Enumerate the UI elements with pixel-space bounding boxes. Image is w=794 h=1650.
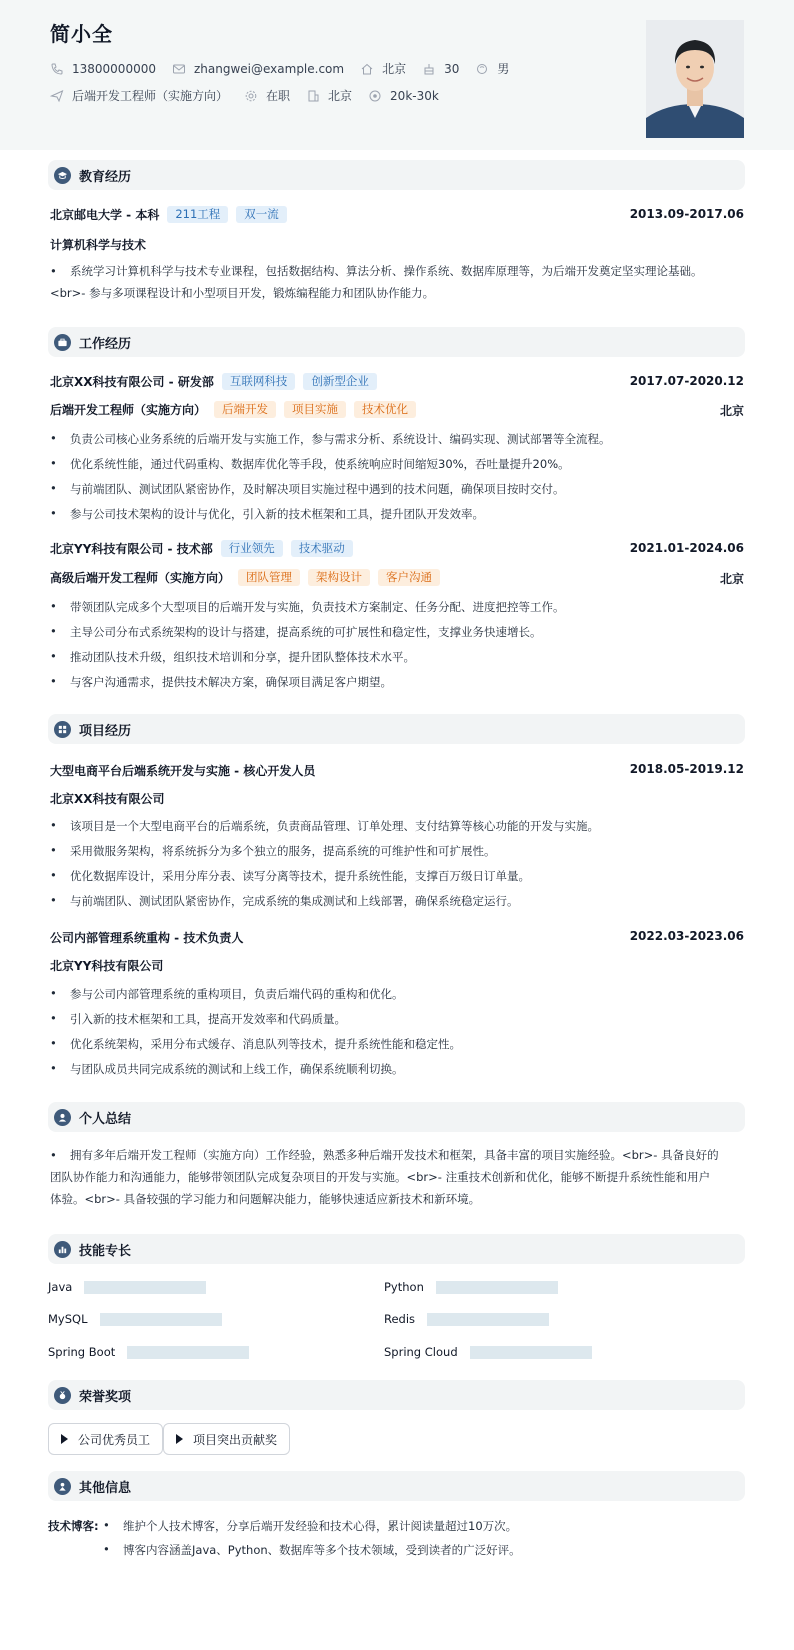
skill-bar (470, 1346, 592, 1359)
user-icon (54, 1109, 71, 1126)
section-title: 个人总结 (79, 1111, 132, 1127)
company-tag: 创新型企业 (303, 373, 377, 390)
skill-name: MySQL (48, 1312, 88, 1326)
list-item: • 引入新的技术框架和工具，提高开发效率和代码质量。 (50, 1011, 346, 1026)
summary-text: • 拥有多年后端开发工程师（实施方向）工作经验，熟悉多种后端开发技术和框架，具备丰富的项目实施经验。<br>- 具备良好的 团队协作能力和沟通能力，能够带领团队完成复杂项目的开发与实施。<br>- 注重技术创新和优化，能够不断提升系统性能和用户 体验。<br>- 具备较强的学习能力和问题解决能力，能够快速适应新技术和新环境。 (50, 1144, 745, 1210)
project-name: 大型电商平台后端系统开发与实施 - 核心开发人员 (50, 764, 316, 778)
skill-fill (100, 1313, 222, 1326)
company-row (50, 540, 353, 557)
contact-row (50, 60, 525, 77)
skill-fill (84, 1281, 206, 1294)
email-text: zhangwei@example.com (193, 61, 345, 76)
play-triangle-icon (176, 1434, 183, 1444)
gear-icon (244, 89, 258, 103)
list-item: • 推动团队技术升级，组织技术培训和分享，提升团队整体技术水平。 (50, 649, 415, 664)
skill-item (384, 1312, 549, 1326)
status-text: 在职 (266, 89, 291, 103)
skill-item (384, 1345, 592, 1359)
skill-bar (427, 1313, 549, 1326)
position-tag: 后端开发 (214, 401, 276, 418)
play-triangle-icon (61, 1434, 68, 1444)
position-tag: 架构设计 (308, 569, 370, 586)
skill-bar (100, 1313, 222, 1326)
age-item (422, 62, 459, 76)
list-item: • 与前端团队、测试团队紧密协作，完成系统的集成测试和上线部署，确保系统稳定运行。 (50, 893, 519, 908)
list-item: • 优化数据库设计，采用分库分表、读写分离等技术，提升系统性能，支撑百万级日订单量。 (50, 868, 530, 883)
mail-icon (172, 62, 186, 76)
job-date: 2021.01-2024.06 (629, 541, 744, 555)
list-item: • 负责公司核心业务系统的后端开发与实施工作，参与需求分析、系统设计、编码实现、测试部署等全流程。 (50, 431, 611, 446)
person-badge-icon (54, 1478, 71, 1495)
position-tag: 技术优化 (354, 401, 416, 418)
cake-icon (422, 62, 436, 76)
position-name: 后端开发工程师（实施方向） (50, 403, 207, 417)
building-icon (306, 89, 320, 103)
summary-line: 拥有多年后端开发工程师（实施方向）工作经验，熟悉多种后端开发技术和框架，具备丰富的项目实施经验。<br>- 具备良好的 (70, 1148, 719, 1162)
summary-line: 团队协作能力和沟通能力，能够带领团队完成复杂项目的开发与实施。<br>- 注重技术创新和优化，能够不断提升系统性能和用户 (50, 1170, 711, 1184)
project-company: 北京XX科技有限公司 (50, 792, 165, 806)
list-item: • 该项目是一个大型电商平台的后端系统，负责商品管理、订单处理、支付结算等核心功能的开发与实施。 (50, 818, 599, 833)
skill-fill (470, 1346, 592, 1359)
job-city: 北京 (719, 404, 744, 418)
section-summary (48, 1102, 745, 1132)
job-intent-row (50, 87, 455, 104)
job-target-text: 后端开发工程师（实施方向） (72, 89, 229, 103)
briefcase-icon (54, 334, 71, 351)
summary-line: 体验。<br>- 具备较强的学习能力和问题解决能力，能够快速适应新技术和新环境。 (50, 1192, 481, 1206)
gender-icon (475, 62, 489, 76)
school-name: 北京邮电大学 - 本科 (50, 208, 160, 222)
project-date: 2022.03-2023.06 (629, 929, 744, 943)
salary-item (368, 89, 439, 103)
location-item (360, 60, 406, 77)
company-name: 北京YY科技有限公司 - 技术部 (50, 542, 213, 556)
award-label: 项目突出贡献奖 (193, 1432, 278, 1447)
education-desc-line: 系统学习计算机科学与技术专业课程，包括数据结构、算法分析、操作系统、数据库原理等，为后端开发奠定坚实理论基础。 (70, 264, 703, 278)
position-name: 高级后端开发工程师（实施方向） (50, 571, 231, 585)
position-tag: 项目实施 (284, 401, 346, 418)
school-row (50, 206, 287, 223)
list-item: • 博客内容涵盖Java、Python、数据库等多个技术领域，受到读者的广泛好评。 (103, 1542, 521, 1557)
section-other (48, 1471, 745, 1501)
list-item: • 参与公司技术架构的设计与优化，引入新的技术框架和工具，提升团队开发效率。 (50, 506, 484, 521)
position-tag: 团队管理 (238, 569, 300, 586)
skill-fill (436, 1281, 558, 1294)
company-row (50, 373, 377, 390)
skill-bar (436, 1281, 558, 1294)
coin-icon (368, 89, 382, 103)
company-tag: 技术驱动 (291, 540, 353, 557)
list-item: • 与客户沟通需求，提供技术解决方案，确保项目满足客户期望。 (50, 674, 392, 689)
skill-bar (84, 1281, 206, 1294)
gender-item (475, 60, 509, 77)
company-name: 北京XX科技有限公司 - 研发部 (50, 375, 214, 389)
position-row (50, 401, 416, 418)
school-tag: 211工程 (167, 206, 228, 223)
skill-name: Spring Boot (48, 1345, 116, 1359)
section-projects (48, 714, 745, 744)
list-item: • 维护个人技术博客，分享后端开发经验和技术心得，累计阅读量超过10万次。 (103, 1518, 518, 1533)
skill-name: Python (384, 1280, 424, 1294)
phone-item (50, 62, 156, 76)
award-item (48, 1423, 163, 1455)
location-text: 北京 (382, 62, 407, 76)
company-tag: 互联网科技 (222, 373, 296, 390)
medal-icon (54, 1387, 71, 1404)
skill-fill (427, 1313, 549, 1326)
other-label: 技术博客: (48, 1519, 99, 1533)
skill-item (48, 1312, 222, 1326)
bar-chart-icon (54, 1241, 71, 1258)
email-item (172, 62, 344, 76)
section-title: 技能专长 (79, 1243, 132, 1259)
job-target-item (50, 87, 228, 104)
send-icon (50, 89, 64, 103)
age-text: 30 (444, 61, 460, 76)
list-item: • 与前端团队、测试团队紧密协作，及时解决项目实施过程中遇到的技术问题，确保项目按时交付。 (50, 481, 565, 496)
major: 计算机科学与技术 (50, 238, 147, 252)
section-awards (48, 1380, 745, 1410)
section-title: 教育经历 (79, 169, 132, 185)
section-title: 其他信息 (79, 1480, 132, 1496)
target-city-item (306, 87, 352, 104)
education-date: 2013.09-2017.06 (629, 207, 744, 221)
phone-text: 13800000000 (72, 61, 156, 76)
position-row (50, 569, 440, 586)
school-tag: 双一流 (236, 206, 287, 223)
list-item: • 采用微服务架构，将系统拆分为多个独立的服务，提高系统的可维护性和可扩展性。 (50, 843, 496, 858)
salary-text: 20k-30k (390, 88, 439, 103)
section-title: 工作经历 (79, 336, 132, 352)
skill-item (48, 1345, 249, 1359)
award-label: 公司优秀员工 (78, 1432, 151, 1447)
list-item: • 主导公司分布式系统架构的设计与搭建，提高系统的可扩展性和稳定性，支撑业务快速增长。 (50, 624, 542, 639)
skill-name: Redis (384, 1312, 416, 1326)
position-tag: 客户沟通 (378, 569, 440, 586)
phone-icon (50, 62, 64, 76)
profile-photo (646, 20, 744, 138)
candidate-name: 简小全 (50, 22, 113, 46)
education-description: • 系统学习计算机科学与技术专业课程，包括数据结构、算法分析、操作系统、数据库原理等，为后端开发奠定坚实理论基础。 <br>- 参与多项课程设计和小型项目开发，锻炼编程能力和团队协作能力。 (50, 260, 745, 304)
graduation-cap-icon (54, 167, 71, 184)
section-work (48, 327, 745, 357)
company-tag: 行业领先 (221, 540, 283, 557)
status-item (244, 87, 290, 104)
project-company: 北京YY科技有限公司 (50, 959, 164, 973)
list-item: • 与团队成员共同完成系统的测试和上线工作，确保系统顺利切换。 (50, 1061, 404, 1076)
skill-name: Spring Cloud (384, 1345, 458, 1359)
list-item: • 参与公司内部管理系统的重构项目，负责后端代码的重构和优化。 (50, 986, 404, 1001)
section-education (48, 160, 745, 190)
resume-header (0, 0, 794, 150)
job-city: 北京 (719, 572, 744, 586)
section-title: 项目经历 (79, 723, 132, 739)
skill-bar (127, 1346, 249, 1359)
skill-fill (127, 1346, 249, 1359)
home-icon (360, 62, 374, 76)
section-title: 荣誉奖项 (79, 1389, 132, 1405)
project-date: 2018.05-2019.12 (629, 762, 744, 776)
list-item: • 带领团队完成多个大型项目的后端开发与实施，负责技术方案制定、任务分配、进度把控等工作。 (50, 599, 565, 614)
grid-icon (54, 721, 71, 738)
target-city-text: 北京 (328, 89, 353, 103)
job-date: 2017.07-2020.12 (629, 374, 744, 388)
gender-text: 男 (497, 62, 510, 76)
skill-item (48, 1280, 206, 1294)
section-skills (48, 1234, 745, 1264)
skill-name: Java (48, 1280, 73, 1294)
education-desc-line: <br>- 参与多项课程设计和小型项目开发，锻炼编程能力和团队协作能力。 (50, 286, 435, 300)
skill-item (384, 1280, 558, 1294)
list-item: • 优化系统性能，通过代码重构、数据库优化等手段，使系统响应时间缩短30%，吞吐量提升20%。 (50, 456, 570, 471)
award-item (163, 1423, 290, 1455)
project-name: 公司内部管理系统重构 - 技术负责人 (50, 931, 244, 945)
list-item: • 优化系统架构，采用分布式缓存、消息队列等技术，提升系统性能和稳定性。 (50, 1036, 461, 1051)
